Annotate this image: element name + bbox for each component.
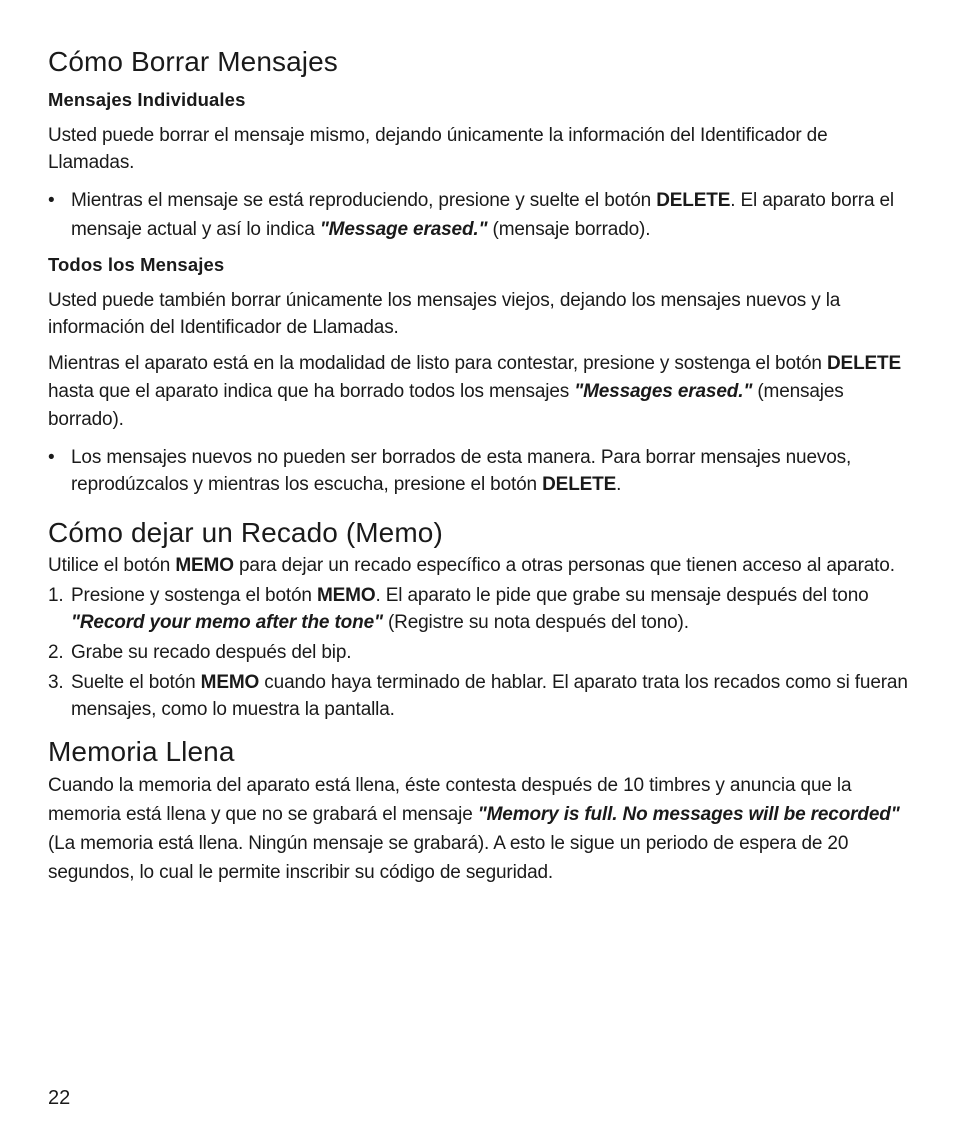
paragraph-memo-intro: [48, 552, 910, 579]
bullet-mark: •: [48, 447, 55, 468]
memo-key-label: MEMO: [175, 555, 234, 576]
paragraph-text-b: para dejar un recado específico a otras personas que tienen acceso al aparato.: [233, 555, 895, 576]
paragraph-delete-all: [48, 350, 910, 434]
section-title-memoria: Memoria Llena: [48, 736, 235, 767]
bullet-mark: •: [48, 190, 55, 211]
delete-key-label: DELETE: [656, 190, 731, 211]
manual-page: [48, 40, 910, 887]
paragraph-text-a: Cuando la memoria del aparato está llena, éste contesta después de 10 timbres y anuncia que la memoria está llena y que no se grabará el mensaje: [48, 775, 852, 825]
bullet-new-messages: [48, 444, 910, 498]
step-2: [48, 639, 910, 666]
step-text-a: Presione y sostenga el botón: [71, 585, 317, 606]
bullet-text-b: . El aparato borra el mensaje actual y así lo indica: [71, 190, 894, 240]
delete-key-label: DELETE: [542, 474, 617, 495]
step-3: [48, 669, 910, 723]
page-number: 22: [48, 1087, 71, 1109]
message-erased-quote: "Message erased.": [319, 219, 488, 240]
subheading-todos: Todos los Mensajes: [48, 254, 225, 275]
step-text-b: cuando haya terminado de hablar. El aparato trata los recados como si fueran mensajes, como lo muestra la pantalla.: [71, 672, 908, 720]
step-text-a: Suelte el botón: [71, 672, 201, 693]
step-1: [48, 582, 910, 636]
bullet-delete-single: [48, 186, 910, 244]
paragraph-individuales: [48, 122, 910, 176]
step-text: Grabe su recado después del bip.: [71, 642, 352, 663]
step-number: 1.: [48, 585, 64, 606]
step-text-b: . El aparato le pide que grabe su mensaje después del tono: [375, 585, 869, 606]
step-text-c: (Registre su nota después del tono).: [382, 612, 689, 633]
paragraph-text-b: (La memoria está llena. Ningún mensaje se grabará). A esto le sigue un periodo de espera de 20 segundos, lo cual le permite inscribir su código de seguridad.: [48, 833, 849, 883]
record-memo-quote: "Record your memo after the tone": [71, 612, 383, 633]
step-number: 2.: [48, 642, 64, 663]
paragraph-text: Usted puede borrar el mensaje mismo, dejando únicamente la información del Identificador de Llamadas.: [48, 125, 828, 173]
step-number: 3.: [48, 672, 64, 693]
bullet-text-b: .: [616, 474, 622, 495]
paragraph-text-c: (mensajes borrado).: [48, 381, 844, 430]
messages-erased-quote: "Messages erased.": [574, 381, 753, 402]
memo-key-label: MEMO: [200, 672, 260, 693]
subheading-individuales: Mensajes Individuales: [48, 89, 246, 110]
section-title-borrar: Cómo Borrar Mensajes: [48, 46, 338, 77]
paragraph-text: Usted puede también borrar únicamente los mensajes viejos, dejando los mensajes nuevos y la información del Identificador de Llamadas.: [48, 290, 841, 338]
bullet-text-c: (mensaje borrado).: [487, 219, 651, 240]
paragraph-text-a: Mientras el aparato está en la modalidad de listo para contestar, presione y sostenga el botón: [48, 353, 827, 374]
memo-key-label: MEMO: [316, 585, 376, 606]
memory-full-quote: "Memory is full. No messages will be recorded": [477, 804, 900, 825]
bullet-text-a: Los mensajes nuevos no pueden ser borrados de esta manera. Para borrar mensajes nuevos, reprodúzcalos y mientras los escucha, presione el botón: [71, 447, 852, 495]
paragraph-text-b: hasta que el aparato indica que ha borrado todos los mensajes: [48, 381, 575, 402]
paragraph-memoria-llena: [48, 771, 910, 887]
paragraph-todos: [48, 287, 910, 341]
delete-key-label: DELETE: [826, 353, 902, 374]
bullet-text-a: Mientras el mensaje se está reproduciendo, presione y suelte el botón: [71, 190, 657, 211]
paragraph-text-a: Utilice el botón: [48, 555, 176, 576]
section-title-memo: Cómo dejar un Recado (Memo): [48, 517, 443, 548]
